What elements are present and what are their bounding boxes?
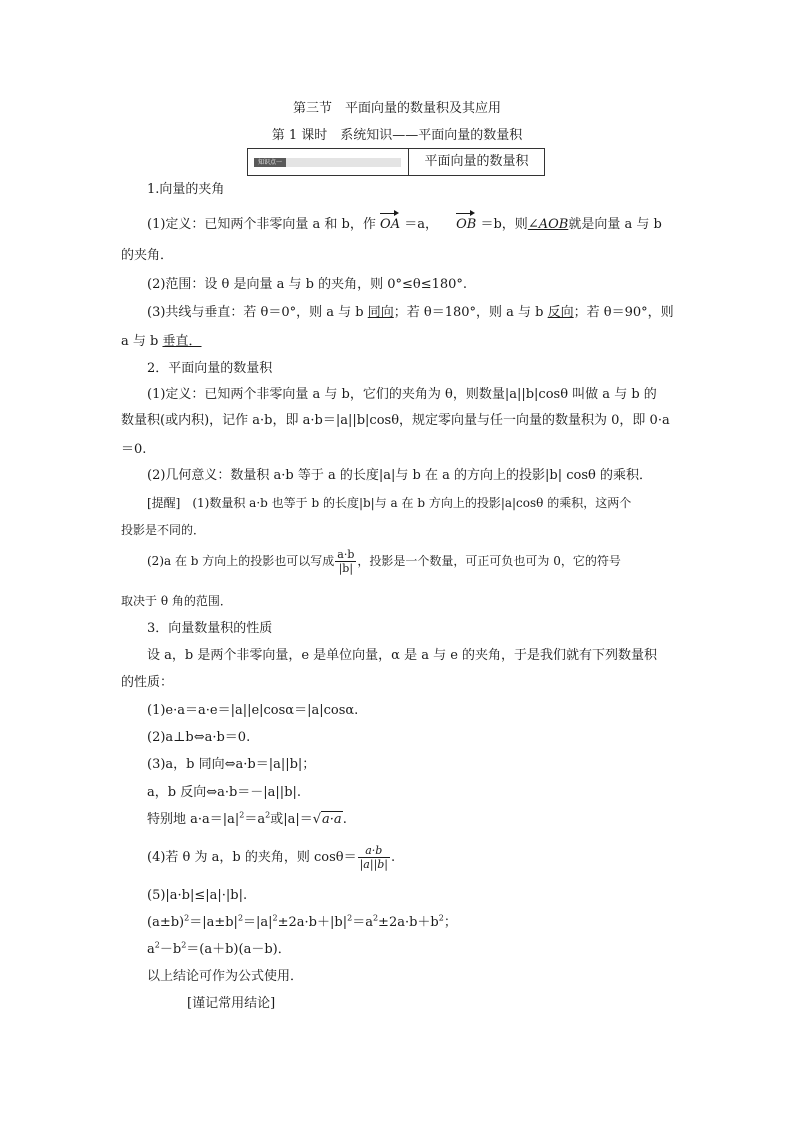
- knowledge-box: [247, 148, 545, 176]
- s2-tip-3: [147, 548, 621, 575]
- f1-b: ＝|a±b|: [189, 915, 238, 930]
- knowledge-tag: 知识点一: [254, 158, 286, 167]
- p3c-d: .: [342, 812, 347, 827]
- remember-heading: [谨记常用结论]: [187, 996, 276, 1011]
- p3c-c: 或|a|＝: [270, 812, 313, 827]
- cos-frac-den: |a||b|: [359, 858, 389, 871]
- f1-g: ；: [443, 915, 457, 930]
- s1-collinear: [147, 304, 674, 322]
- s1-definition: [147, 216, 662, 234]
- s1-def-text-b: ＝a，: [404, 217, 438, 232]
- sup-2: 2: [154, 940, 160, 950]
- frac-den: |b|: [338, 562, 354, 575]
- s1-coll-a: (3)共线与垂直：若 θ＝0°，则 a 与 b: [147, 305, 368, 320]
- same-direction: 同向: [367, 305, 394, 320]
- s1-def-text-c: ＝b，则: [480, 217, 528, 232]
- s3-p3b: a，b 反向⇔a·b＝－|a||b|.: [147, 785, 302, 800]
- s2-tip-2: 投影是不同的．: [121, 523, 206, 537]
- f1-c: ＝|a|: [243, 915, 273, 930]
- s3-p3c: [147, 811, 347, 829]
- s2-tip-3b: ，投影是一个数量，可正可负也可为 0，它的符号: [357, 554, 621, 568]
- f1-d: ±2a·b＋|b|: [277, 915, 348, 930]
- s1-range: (2)范围：设 θ 是向量 a 与 b 的夹角，则 0°≤θ≤180°.: [147, 277, 468, 292]
- knowledge-bar: [254, 158, 401, 167]
- s2-tip-3a: (2)a 在 b 方向上的投影也可以写成: [147, 554, 335, 568]
- knowledge-title: 平面向量的数量积: [424, 154, 529, 169]
- angle-aob: ∠AOB: [527, 217, 569, 232]
- sup-2: 2: [237, 913, 244, 923]
- p4-a: (4)若 θ 为 a，b 的夹角，则 cosθ＝: [147, 850, 357, 865]
- s3-p2: (2)a⊥b⇔a·b＝0.: [147, 730, 251, 745]
- f2-c: ＝(a＋b)(a－b)．: [186, 942, 291, 957]
- s3-heading: 3．向量数量积的性质: [147, 621, 273, 636]
- p3c-a: 特别地 a·a＝|a|: [147, 812, 240, 827]
- s3-conclusion: 以上结论可作为公式使用．: [147, 969, 304, 984]
- s1-def-text-d: 就是向量 a 与 b: [568, 217, 662, 232]
- s1-def-cont: 的夹角．: [121, 248, 174, 263]
- sup-2: 2: [372, 913, 379, 923]
- s3-p5: (5)|a·b|≤|a|·|b|.: [147, 888, 248, 903]
- s3-intro-2: 的性质：: [121, 675, 174, 690]
- s2-geo: (2)几何意义：数量积 a·b 等于 a 的长度|a|与 b 在 a 的方向上的投影|b| cosθ 的乘积．: [147, 468, 652, 483]
- sup-2: 2: [239, 810, 245, 820]
- s1-perp-line: [121, 333, 202, 351]
- s1-coll-b: ；若 θ＝180°，则 a 与 b: [393, 305, 548, 320]
- sup-2: 2: [272, 913, 278, 923]
- sup-2: 2: [438, 913, 444, 923]
- sqrt-radicand: a·a: [322, 812, 342, 827]
- sup-2: 2: [181, 940, 187, 950]
- vector-oa: OA: [380, 217, 401, 232]
- s1-coll-d: a 与 b: [121, 334, 163, 349]
- knowledge-tag-area: [248, 149, 409, 175]
- lesson-title: 第 1 课时 系统知识——平面向量的数量积: [271, 128, 523, 143]
- sup-2: 2: [184, 913, 190, 923]
- sup-2: 2: [347, 913, 353, 923]
- cos-fraction: [358, 844, 390, 871]
- s2-def-1: (1)定义：已知两个非零向量 a 与 b，它们的夹角为 θ，则数量|a||b|cosθ 叫做 a 与 b 的: [147, 387, 657, 402]
- s2-tip-4: 取决于 θ 角的范围．: [121, 594, 232, 608]
- section-title: 第三节 平面向量的数量积及其应用: [292, 101, 501, 116]
- cos-frac-num: a·b: [358, 844, 390, 858]
- p4-b: .: [391, 850, 396, 865]
- f1-a: (a±b): [147, 915, 185, 930]
- s1-heading: 1.向量的夹角: [147, 182, 225, 197]
- s1-coll-c: ；若 θ＝90°，则: [573, 305, 674, 320]
- f2-b: －b: [159, 942, 182, 957]
- f1-e: ＝a: [352, 915, 373, 930]
- frac-num: a·b: [337, 548, 355, 561]
- s3-intro-1: 设 a，b 是两个非零向量，e 是单位向量，α 是 a 与 e 的夹角，于是我们就有下列数量积: [147, 648, 658, 663]
- s3-formula-1: [147, 914, 457, 932]
- sqrt-expression: √a·a: [312, 812, 342, 827]
- s3-p1: (1)e·a＝a·e＝|a||e|cosα＝|a|cosα.: [147, 703, 359, 718]
- s2-def-3: ＝0.: [121, 442, 147, 457]
- s2-def-2: 数量积(或内积)，记作 a·b，即 a·b＝|a||b|cosθ，规定零向量与任一向量的数量积为 0，即 0·a: [121, 413, 670, 428]
- s3-formula-2: [147, 941, 291, 959]
- s3-p3: (3)a，b 同向⇔a·b＝|a||b|；: [147, 757, 316, 772]
- s2-tip-1: [提醒] (1)数量积 a·b 也等于 b 的长度|b|与 a 在 b 方向上的投影|a|cosθ 的乘积，这两个: [147, 496, 632, 510]
- p3c-b: ＝a: [244, 812, 266, 827]
- perpendicular: 垂直．: [162, 334, 202, 349]
- projection-fraction: [335, 548, 356, 575]
- f1-f: ±2a·b＋b: [378, 915, 439, 930]
- vector-ob: OB: [456, 217, 477, 232]
- s2-heading: 2．平面向量的数量积: [147, 361, 273, 376]
- s1-def-text-a: (1)定义：已知两个非零向量 a 和 b，作: [147, 217, 376, 232]
- s3-p4: [147, 844, 395, 871]
- opposite-direction: 反向: [547, 305, 574, 320]
- sup-2: 2: [265, 810, 271, 820]
- f2-a: a: [147, 942, 155, 957]
